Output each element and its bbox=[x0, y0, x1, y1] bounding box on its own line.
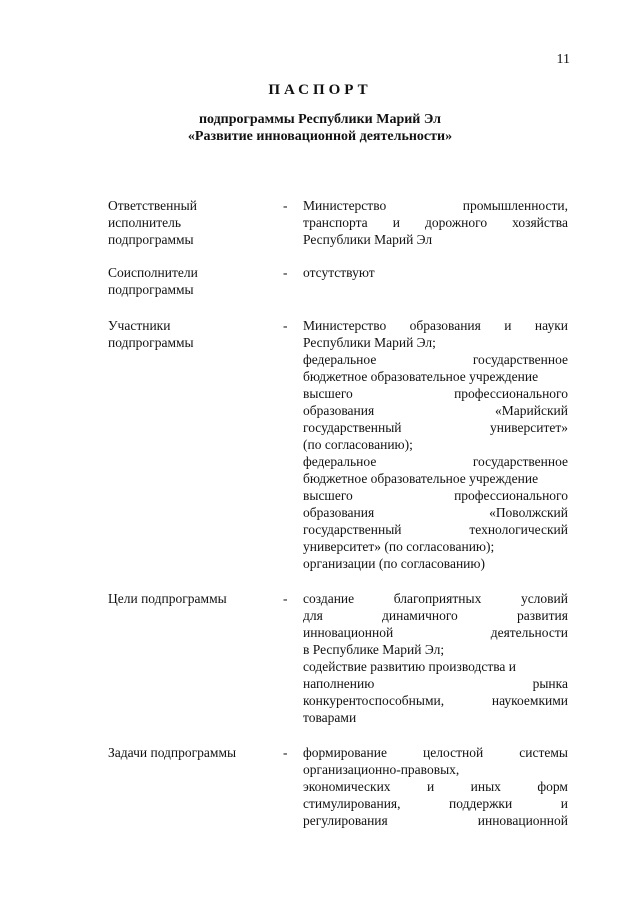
row-value-word: профессионального bbox=[454, 488, 568, 503]
row-label-line: Цели подпрограммы bbox=[108, 591, 227, 606]
row-value-word: государственное bbox=[472, 454, 568, 469]
row-value-word: системы bbox=[519, 745, 568, 760]
row-value-word: федеральное bbox=[303, 352, 377, 367]
row-value-word: дорожного bbox=[425, 215, 488, 230]
row-value-line bbox=[303, 692, 568, 709]
row-label-line: Задачи подпрограммы bbox=[108, 745, 237, 760]
row-value-line bbox=[303, 675, 568, 692]
row-label bbox=[108, 744, 283, 761]
row-label-line: подпрограммы bbox=[108, 282, 194, 297]
row-value-line bbox=[303, 197, 568, 214]
row-value-word: «Поволжский bbox=[489, 505, 568, 520]
row-value-word: федеральное bbox=[303, 454, 377, 469]
row-value-line bbox=[303, 521, 568, 538]
row-value-word: науки bbox=[534, 318, 568, 333]
row-value-line bbox=[303, 795, 568, 812]
row-value-word: бюджетное образовательное учреждение bbox=[303, 471, 539, 486]
row-value-line bbox=[303, 778, 568, 795]
row-value-word: Министерство bbox=[303, 318, 387, 333]
row-value-word: Республики Марий Эл bbox=[303, 232, 433, 247]
row-value-word: высшего bbox=[303, 488, 353, 503]
row-dash: - bbox=[283, 265, 288, 280]
document-title: ПАСПОРТ bbox=[268, 82, 372, 98]
row-value-word: стимулирования, bbox=[303, 796, 401, 811]
row-value-word: государственный bbox=[303, 420, 402, 435]
row-value-word: поддержки bbox=[449, 796, 513, 811]
page-number: 11 bbox=[556, 52, 570, 67]
document-subtitle-line2: «Развитие инновационной деятельности» bbox=[187, 129, 453, 144]
row-value-word: отсутствуют bbox=[303, 265, 375, 280]
row-label-line: исполнитель bbox=[108, 215, 181, 230]
row-value-line bbox=[303, 607, 568, 624]
row-value-word: для bbox=[303, 608, 323, 623]
row-value-word: и bbox=[426, 779, 435, 794]
row-label-line: Участники bbox=[108, 318, 171, 333]
row-value-line bbox=[303, 351, 568, 368]
row-value bbox=[303, 264, 568, 281]
row-value-word: хозяйства bbox=[512, 215, 568, 230]
row-value-word: (по согласованию); bbox=[303, 437, 413, 452]
row-value-line bbox=[303, 538, 568, 555]
row-value-word: в Республике Марий Эл; bbox=[303, 642, 445, 657]
row-value-line bbox=[303, 590, 568, 607]
row-value-word: промышленности, bbox=[462, 198, 568, 213]
row-value-line bbox=[303, 214, 568, 231]
row-value-line bbox=[303, 504, 568, 521]
row-dash: - bbox=[283, 318, 288, 333]
row-value-line bbox=[303, 231, 568, 248]
row-label-line: Ответственный bbox=[108, 198, 197, 213]
row-value-word: и bbox=[392, 215, 400, 230]
row-value-line bbox=[303, 334, 568, 351]
row-value-line bbox=[303, 419, 568, 436]
row-value bbox=[303, 317, 568, 572]
row-value-word: развития bbox=[516, 608, 568, 623]
row-value-word: содействие развитию производства и bbox=[303, 659, 517, 674]
row-value-line bbox=[303, 658, 568, 675]
row-label-line: Соисполнители bbox=[108, 265, 198, 280]
row-value-word: бюджетное образовательное учреждение bbox=[303, 369, 539, 384]
row-value-line bbox=[303, 624, 568, 641]
row-value-line bbox=[303, 641, 568, 658]
row-dash: - bbox=[283, 198, 288, 213]
row-value-word: и bbox=[504, 318, 512, 333]
row-label bbox=[108, 317, 283, 351]
row-value-line bbox=[303, 368, 568, 385]
row-value-line bbox=[303, 709, 568, 726]
row-value-word: создание bbox=[303, 591, 355, 606]
row-value-word: экономических bbox=[303, 779, 391, 794]
row-value-word: высшего bbox=[303, 386, 353, 401]
row-value-word: условий bbox=[520, 591, 568, 606]
row-value-word: «Марийский bbox=[495, 403, 568, 418]
row-label bbox=[108, 197, 283, 248]
row-value-word: организационно-правовых, bbox=[303, 762, 460, 777]
row-value-word: транспорта bbox=[303, 215, 368, 230]
row-value-line bbox=[303, 761, 568, 778]
row-value-word: динамичного bbox=[382, 608, 458, 623]
row-value-word: образования bbox=[303, 505, 375, 520]
document-subtitle-line1: подпрограммы Республики Марий Эл bbox=[198, 112, 442, 127]
row-value-line bbox=[303, 385, 568, 402]
row-value-line bbox=[303, 402, 568, 419]
row-value bbox=[303, 744, 568, 829]
row-value-line bbox=[303, 317, 568, 334]
row-value-word: Министерство bbox=[303, 198, 387, 213]
row-value-line bbox=[303, 487, 568, 504]
row-value-word: конкурентоспособными, bbox=[303, 693, 445, 708]
row-value-word: деятельности bbox=[490, 625, 568, 640]
row-value-word: товарами bbox=[303, 710, 357, 725]
row-value-word: университет» bbox=[490, 420, 568, 435]
row-dash: - bbox=[283, 745, 288, 760]
row-value-word: государственный bbox=[303, 522, 402, 537]
row-value-word: образования bbox=[303, 403, 375, 418]
row-value-word: организации (по согласованию) bbox=[303, 556, 485, 571]
row-label-line: подпрограммы bbox=[108, 335, 194, 350]
row-value-word: образования bbox=[409, 318, 481, 333]
row-value-line bbox=[303, 812, 568, 829]
row-value-word: иных bbox=[470, 779, 501, 794]
row-value-word: инновационной bbox=[477, 813, 568, 828]
row-value-word: и bbox=[560, 796, 568, 811]
row-value-word: благоприятных bbox=[393, 591, 482, 606]
row-value-line bbox=[303, 453, 568, 470]
row-label-line: подпрограммы bbox=[108, 232, 194, 247]
row-dash: - bbox=[283, 591, 288, 606]
row-value-word: формирование bbox=[303, 745, 387, 760]
row-value-line bbox=[303, 436, 568, 453]
row-value-line bbox=[303, 744, 568, 761]
row-value-word: технологический bbox=[469, 522, 568, 537]
row-value-line bbox=[303, 264, 568, 281]
row-value bbox=[303, 197, 568, 248]
row-value-word: наполнению bbox=[303, 676, 375, 691]
row-value bbox=[303, 590, 568, 726]
row-value-word: профессионального bbox=[454, 386, 568, 401]
row-value-word: Республики Марий Эл; bbox=[303, 335, 436, 350]
row-value-word: университет» (по согласованию); bbox=[303, 539, 495, 554]
row-value-word: рынка bbox=[532, 676, 568, 691]
row-value-word: целостной bbox=[423, 745, 484, 760]
row-value-word: инновационной bbox=[303, 625, 394, 640]
row-value-line bbox=[303, 470, 568, 487]
row-value-word: государственное bbox=[472, 352, 568, 367]
row-value-word: регулирования bbox=[303, 813, 388, 828]
row-value-line bbox=[303, 555, 568, 572]
row-label bbox=[108, 264, 283, 298]
row-value-word: наукоемкими bbox=[491, 693, 568, 708]
row-value-word: форм bbox=[537, 779, 568, 794]
row-label bbox=[108, 590, 283, 607]
